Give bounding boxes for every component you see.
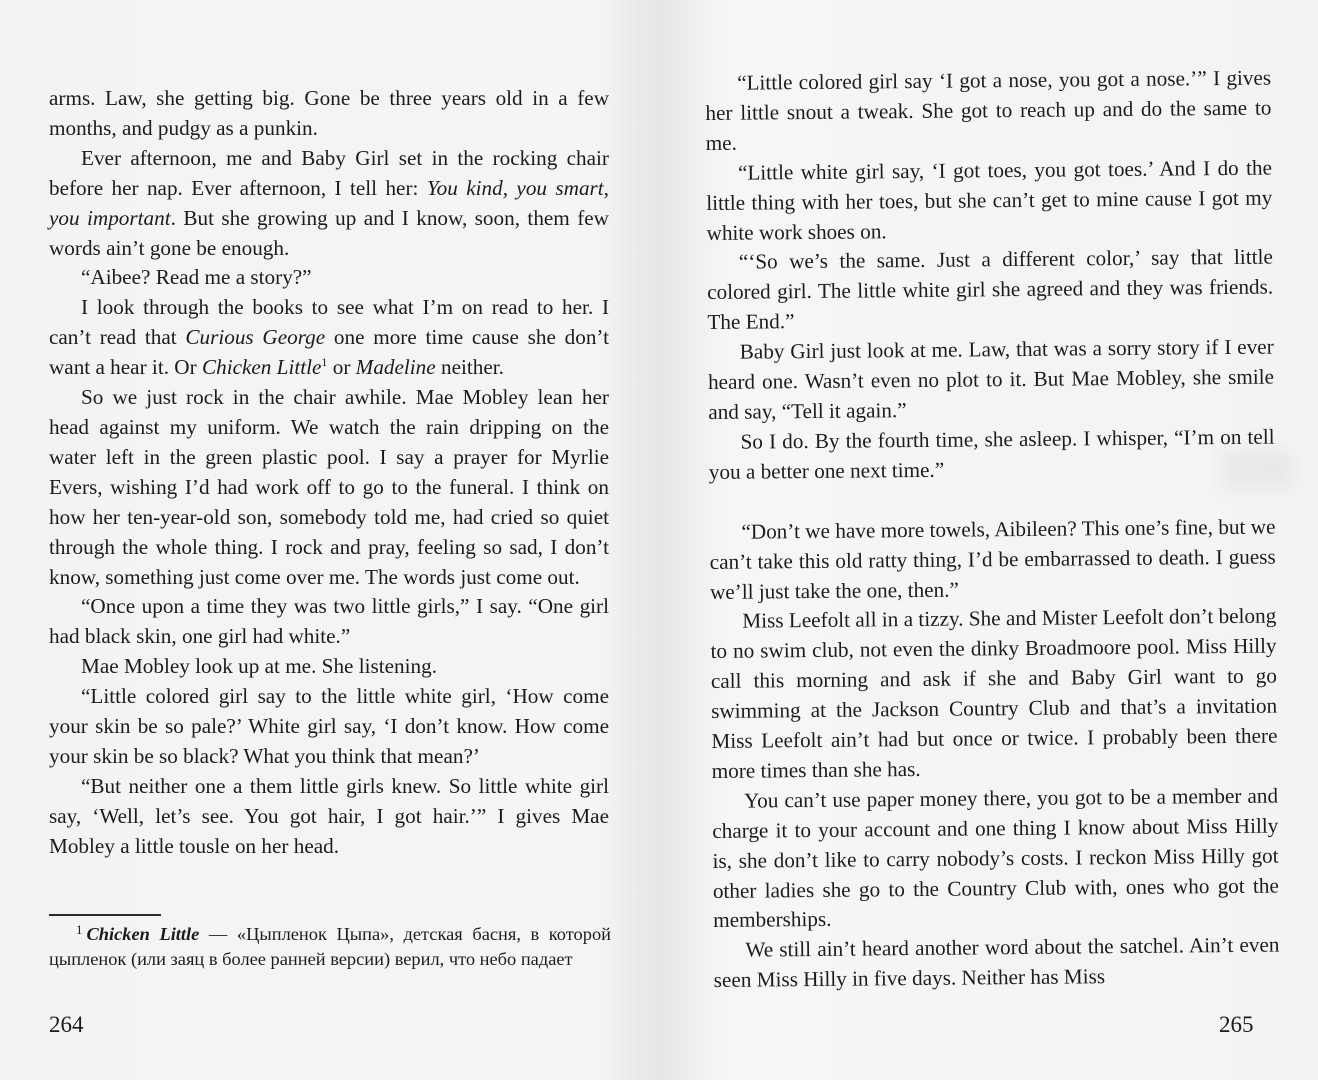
paragraph [49,682,609,772]
text-run: “Don’t we have more towels, Aibileen? This one’s fine, but we can’t take this old ratty thing, I’d be embarrassed to death. I guess we’ll just take the one, then.” [709,514,1276,604]
paragraph [49,383,609,592]
paragraph [49,84,609,144]
left-page-body-text [49,84,609,862]
text-run: . But she growing up and I know, soon, them few words ain’t gone be enough. [49,205,609,260]
text-run: or [327,355,356,380]
page-number-right: 265 [1219,1012,1254,1037]
footnote-term: Chicken Little [86,924,200,944]
text-run: So I do. By the fourth time, she asleep. I whisper, “I’m on tell you a better one next time.” [708,424,1275,484]
paragraph [49,263,609,293]
text-run: We still ain’t heard another word about the satchel. Ain’t even seen Miss Hilly in five days. Neither has Miss [713,932,1280,993]
italic-text: Curious George [185,325,326,350]
paragraph [710,602,1278,787]
footnote-separator [49,914,161,916]
paragraph [706,153,1273,248]
left-page [0,0,655,1080]
paragraph [708,422,1275,487]
paragraph [712,781,1279,936]
text-run: So we just rock in the chair awhile. Mae Mobley lean her head against my uniform. We watch the rain dripping on the water left in the green plastic pool. I say a prayer for Myrlie Evers, wishing I’d had work off to go to the funeral. I think on how her ten-year-old son, somebody told me, had cried so quiet through the whole thing. I rock and pray, feeling so sad, I don’t know, something just come over me. The words just come out. [49,385,609,589]
text-run: “Little colored girl say to the little white girl, ‘How come your skin be so pale?’ White girl say, ‘I don’t know. How come your skin be so black? What you think that mean?’ [49,684,609,768]
right-page [663,0,1318,1080]
paragraph [49,144,609,264]
text-run: I look through the books to see what I’m on read to her. I can’t read that [49,295,609,350]
paragraph [713,931,1280,996]
text-run: “Once upon a time they was two little girls,” I say. “One girl had black skin, one girl had white.” [49,594,609,649]
text-run: You can’t use paper money there, you got to be a member and charge it to your account and one thing I know about Miss Hilly is, she don’t like to carry nobody’s costs. I reckon Miss Hilly got other ladies she go to the Country Club with, ones who got the memberships. [712,783,1279,933]
footnote-reference: 1 [321,355,328,370]
text-run: “Little white girl say, ‘I got toes, you got toes.’ And I do the little thing with her toes, but she can’t get to mine cause I got my white work shoes on. [706,155,1273,245]
text-run: neither. [435,355,504,380]
right-page-body-text [705,64,1280,997]
text-run: Mae Mobley look up at me. She listening. [81,654,438,679]
italic-text: You kind, you smart, you important [49,175,609,230]
text-run: one more time cause she don’t want a hear it. Or [49,325,609,380]
footnote-marker: 1 [76,922,83,937]
paragraph [49,652,609,682]
italic-text: Chicken Little [201,355,322,380]
paragraph [705,64,1272,159]
text-run: Baby Girl just look at me. Law, that was a sorry story if I ever heard one. Wasn’t even no plot to it. But Mae Mobley, she smile and say, “Tell it again.” [707,334,1275,424]
text-run: Miss Leefolt all in a tizzy. She and Mister Leefolt don’t belong to no swim club, not even the dinky Broadmoore pool. Miss Hilly call this morning and ask if she and Baby Girl want to go swimming at the Jackson Country Club and that’s a invitation Miss Leefolt ain’t had but once or twice. I probably been there more times than she has. [710,603,1278,783]
footnote [49,922,611,972]
page-number-left: 264 [49,1012,84,1037]
paragraph [49,772,609,862]
text-run: “Aibee? Read me a story?” [81,265,312,290]
italic-text: Madeline [355,355,436,380]
text-run: “‘So we’s the same. Just a different color,’ say that little colored girl. The little white girl she agreed and they was friends. The End.” [707,244,1274,335]
footnote-text: — «Цыпленок Цыпа», детская басня, в которой цыпленок (или заяц в более ранней версии) верил, что небо падает [49,924,611,969]
text-run: “But neither one a them little girls knew. So little white girl say, ‘Well, let’s see. You got hair, I got hair.’” I gives Mae Mobley a little tousle on her head. [49,773,609,858]
paragraph [49,592,609,652]
paragraph [708,333,1275,428]
paragraph [49,293,609,383]
text-run: “Little colored girl say ‘I got a nose, you got a nose.’” I gives her little snout a tweak. She got to reach up and do the same to me. [705,65,1272,155]
text-run: arms. Law, she getting big. Gone be three years old in a few months, and pudgy as a punkin. [49,86,609,140]
paragraph [707,243,1274,338]
paragraph [709,512,1276,607]
text-run: Ever afternoon, me and Baby Girl set in the rocking chair before her nap. Ever afternoon, I tell her: [49,145,609,200]
